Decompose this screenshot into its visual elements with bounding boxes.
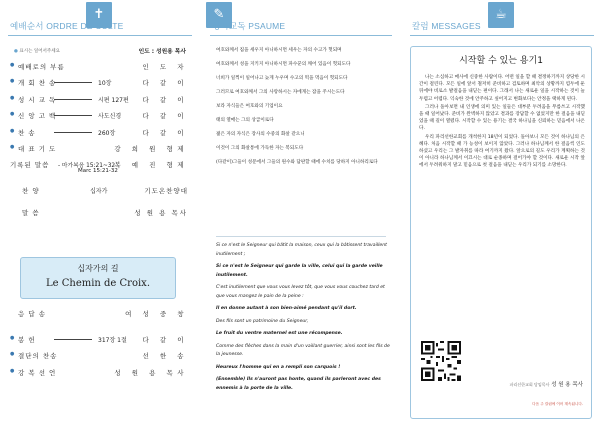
order-item-detail: 시편 127편 <box>98 96 129 104</box>
order-item-leader: 강 희 원 형제 <box>114 144 188 153</box>
message-footnote: 다음 주 칼럼에 이어 계속됩니다. <box>532 402 583 406</box>
psalm-fr-line: Il en donne autant à son bien-aimé pendant qu'il dort. <box>216 306 357 311</box>
bullet-icon: ● <box>10 127 15 134</box>
order-item-name: 결단의 찬송 <box>18 352 58 361</box>
bullet-icon: ● <box>10 78 15 85</box>
preacher-line <box>139 46 186 55</box>
sermon-title-fr: Le Chemin de Croix. <box>45 278 150 289</box>
order-row <box>4 305 192 331</box>
psalm-fr-line: Comme des flèches dans la main d'un vaillant guerrier, ainsi sont les fils de la jeunesse. <box>216 343 390 357</box>
psalm-divider <box>216 236 386 237</box>
order-item-leader: 다 같 이 <box>142 336 188 344</box>
worship-order-list <box>4 58 192 224</box>
order-item-name: 대 표 기 도 <box>18 144 57 153</box>
psalm-fr-line: Si ce n'est le Seigneur qui bâtit la maison, ceux qui la bâtissent travaillent inutilement ; <box>216 243 387 257</box>
message-header-title: 칼럼 MESSAGES <box>412 21 481 31</box>
order-item-leader: 인 도 자 <box>142 63 188 71</box>
stand-notice: ● 표시는 일어서주세요 <box>14 49 60 54</box>
message-paragraph: 우리 파리선한교회를 개척한지 18년이 되었다. 돌아보니 모든 것이 하나님의 은혜다. 처음 시작할 때 가 능성이 보이지 않았다. 그러나 하나님께서 한 걸음씩 인도하셨고 우리는 그 발자취를 따라 여기까지 왔다. 앞으로의 길도 우리가 계획하는 것이 아니라 하나님께서 이끄시는 대로 순종하며 걸어가야 할 것이다. 새로운 시작 앞에서 두려워하지 말고 믿음으로 첫 걸음을 내딛는 우리가 되기를 소망한다. <box>419 134 585 169</box>
order-item-leader: 다 같 이 <box>142 95 188 104</box>
order-item-name: 응 답 송 <box>18 310 46 318</box>
order-item-leader: 기도온찬양대 <box>144 187 188 196</box>
order-item-name: 강 복 선 언 <box>18 368 57 377</box>
psalm-fr-line: Heureux l'homme qui en a rempli son carquois ! <box>216 364 341 370</box>
order-item-name: 예배로의 부름 <box>18 63 65 71</box>
order-row <box>4 347 192 363</box>
order-item-name: 말 씀 <box>22 209 40 218</box>
psalm-ko-line: 그러므로 여호와께서 그의 사랑하시는 자에게는 잠을 주시는도다 <box>216 90 345 95</box>
header-rule <box>210 35 392 36</box>
order-row <box>4 204 192 224</box>
worship-header <box>0 0 198 38</box>
order-item-leader: 성 원 용 목사 <box>134 209 188 218</box>
order-row <box>4 74 192 90</box>
order-item-leader: 여 성 중 창 <box>125 310 188 318</box>
psalm-korean-text <box>216 46 392 172</box>
order-item-detail: 사도신경 <box>98 113 122 121</box>
order-item-detail: 260장 <box>98 129 116 137</box>
message-paragraph: 그러나 돌아보면 내 인생에 의미 있는 일들은 대부분 두려움을 무릅쓰고 시작했을 때 일어났다. 준비가 완벽하지 않았고 결과를 장담할 수 없었지만 한 걸음을 내딛었을 때 길이 열렸다. 시작할 수 있는 용기는 결국 하나님을 신뢰하는 믿음에서 나온다. <box>419 104 585 132</box>
psalm-ko-line: 젊은 자의 자식은 장사의 수중의 화살 같으니 <box>216 132 305 137</box>
order-item-leader: 다 같 이 <box>142 112 188 121</box>
order-row <box>4 58 192 74</box>
order-leader-line <box>54 99 92 100</box>
bullet-icon: ● <box>10 62 15 68</box>
bullet-icon: ● <box>10 335 15 341</box>
order-item-leader: 다 같 이 <box>142 128 188 137</box>
order-leader-line <box>54 115 92 116</box>
order-row <box>4 331 192 347</box>
order-item-name: 찬 송 <box>18 128 36 137</box>
order-item-leader: 복 예 진 형제 <box>114 161 188 170</box>
order-item-name: 기록된 말씀 <box>10 161 50 170</box>
psalm-ko-line: 이것이 그의 화살통에 가득한 자는 복되도다 <box>216 146 304 151</box>
order-item-leader: 다 같 이 <box>142 79 188 88</box>
stand-notice-text: 표시는 일어서주세요 <box>19 49 60 54</box>
psalm-ko-line: 여호와께서 성을 지키지 아니하시면 파수꾼의 깨어 있음이 헛되도다 <box>216 62 351 67</box>
book-icon: ✎ <box>206 2 232 28</box>
order-item-name: 신 앙 고 백 <box>18 112 57 121</box>
psalm-fr-line: Des fils sont un patrimoine du Seigneur, <box>216 318 309 324</box>
worship-order-panel <box>0 0 198 423</box>
order-item-detail: - 마가복음 15:21~32 - <box>58 163 120 170</box>
order-leader-line <box>54 82 92 83</box>
author-line <box>510 380 583 388</box>
order-item-name: 개 회 찬 송 <box>18 79 57 88</box>
order-row <box>4 182 192 204</box>
message-paragraph: 나는 소심하고 매사에 신중한 사람이다. 어떤 일을 할 때 결정하기까지 상당한 시간이 걸린다. 모든 일에 앞서 철저히 준비하고 검토하며 최악의 상황까지 염두에 둔 뒤에야 비로소 발걸음을 내딛는 편이다. 그래서 나는 새로운 일을 시작하는 것이 늘 두렵고 어렵다. 익숙한 것에 안주하고 싶어지고 변화보다는 안정을 택하게 된다. <box>419 75 585 102</box>
worship-header-title: 예배순서 ORDRE DE CULTE <box>10 21 124 31</box>
order-item-detail: 십자가 <box>90 188 108 196</box>
order-item-name: 찬 양 <box>22 187 40 196</box>
psalm-ko-line: 보라 자식들은 여호와의 기업이요 <box>216 104 283 109</box>
message-panel <box>402 0 600 423</box>
psalm-panel <box>202 0 398 423</box>
bullet-icon: ● <box>10 143 15 150</box>
order-item-detail-fr: Marc 15:21-32 <box>78 168 118 175</box>
header-rule <box>8 35 192 36</box>
order-leader-line <box>54 339 92 340</box>
psalm-fr-line: C'est inutilement que vous vous levez tôt, que vous vous couchez tard et que vous mangez le pain de la peine : <box>216 285 385 299</box>
order-row <box>4 91 192 107</box>
order-row <box>4 140 192 156</box>
order-item-leader: 성 원 용 목사 <box>114 368 188 377</box>
author-name: 성 원 용 목사 <box>551 382 583 388</box>
psalm-ko-line: (다같이)그들이 성문에서 그들의 원수와 담판할 때에 수치를 당하지 아니하리로다 <box>216 160 378 165</box>
order-row <box>4 364 192 380</box>
church-icon: ✝ <box>86 2 112 28</box>
psalm-french-text <box>216 242 392 397</box>
preacher-label: 인도 : <box>138 49 155 55</box>
psalm-fr-line: Si ce n'est le Seigneur qui garde la ville, celui qui la garde veille inutilement. <box>216 264 383 278</box>
worship-order-list-after <box>4 305 192 380</box>
psalm-ko-line: 여호와께서 집을 세우지 아니하시면 세우는 자의 수고가 헛되며 <box>216 48 342 53</box>
message-body <box>411 66 591 326</box>
psalm-header <box>202 0 398 38</box>
sermon-title-box <box>20 257 176 299</box>
order-row <box>4 107 192 123</box>
order-item-detail: 317장 1절 <box>98 337 127 344</box>
order-item-name: 성 시 교 독 <box>18 95 57 104</box>
sermon-title-ko: 십자가의 길 <box>77 264 119 273</box>
order-item-detail: 10장 <box>98 80 112 88</box>
psalm-fr-line: (Ensemble) Ils n'auront pas honte, quand ils parleront avec des ennemis à la porte de la ville. <box>216 377 381 391</box>
psalm-ko-line: 너희가 일찍이 일어나고 늦게 누우며 수고의 떡을 먹음이 헛되도다 <box>216 76 348 81</box>
order-row <box>4 124 192 140</box>
psalm-fr-line: Le fruit du ventre maternel est une récompense. <box>216 331 343 336</box>
order-row <box>4 156 192 182</box>
message-box <box>410 46 592 419</box>
coffee-icon: ☕ <box>488 2 514 28</box>
bullet-icon: ● <box>10 111 15 118</box>
order-item-leader: 선 한 송 <box>142 352 188 361</box>
psalm-header-title: 성시교독 PSAUME <box>212 21 286 31</box>
qr-code-icon[interactable] <box>421 341 461 381</box>
message-header <box>402 0 600 38</box>
bullet-icon: ● <box>10 367 15 374</box>
order-leader-line <box>54 132 92 133</box>
message-title: 시작할 수 있는 용기1 <box>459 56 543 66</box>
preacher-name: 성원용 목사 <box>155 49 186 55</box>
psalm-ko-line: 태의 열매는 그의 상급이로다 <box>216 118 274 123</box>
order-item-name: 봉 헌 <box>18 336 36 344</box>
header-rule <box>410 35 594 36</box>
bullet-icon: ● <box>10 94 15 101</box>
bullet-icon: ● <box>10 351 15 358</box>
author-role: 파리선한교회 담임목사 <box>509 382 550 387</box>
